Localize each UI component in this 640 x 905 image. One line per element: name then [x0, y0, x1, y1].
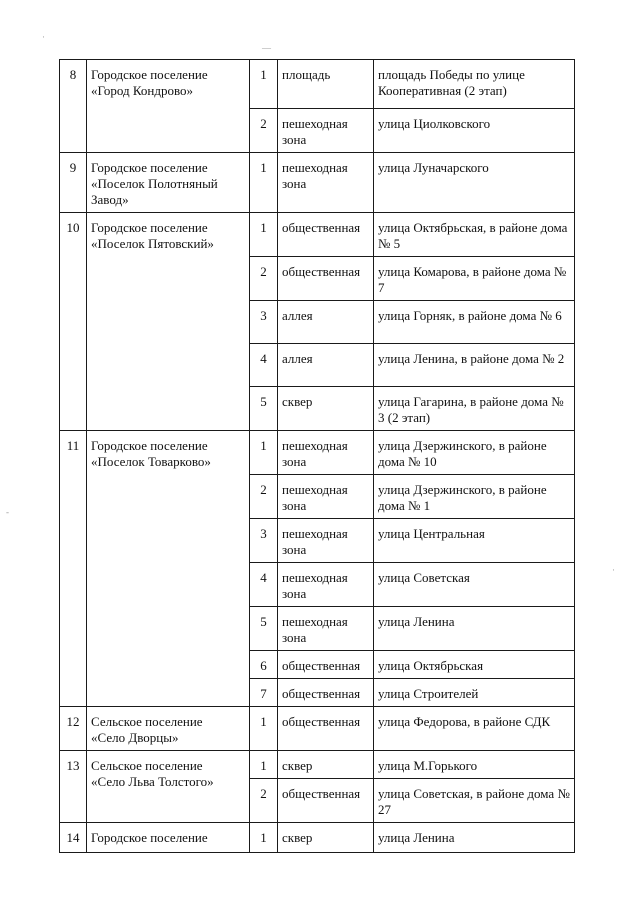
object-index: 4 [250, 344, 278, 387]
settlement-name [87, 823, 250, 853]
object-type: площадь [278, 60, 374, 109]
object-address: улица Советская, в районе дома № 27 [374, 779, 575, 823]
object-index: 1 [250, 213, 278, 257]
settlement-name-line: Завод» [91, 192, 129, 207]
settlement-name-line: «Село Льва Толстого» [91, 774, 214, 789]
settlement-number: 9 [60, 153, 87, 213]
object-index: 7 [250, 679, 278, 707]
object-address: улица Циолковского [374, 109, 575, 153]
object-address: улица Центральная [374, 519, 575, 563]
object-address: улица Комарова, в районе дома № 7 [374, 257, 575, 301]
object-index: 3 [250, 519, 278, 563]
object-index: 2 [250, 779, 278, 823]
settlement-name [87, 153, 250, 213]
settlement-name-line: «Поселок Полотняный [91, 176, 218, 191]
settlement-name [87, 707, 250, 751]
object-address: улица Строителей [374, 679, 575, 707]
object-address: улица Луначарского [374, 153, 575, 213]
table-row [60, 707, 575, 751]
settlement-name-line: Городское поселение [91, 67, 208, 82]
settlement-name [87, 431, 250, 707]
settlement-name-line: Городское поселение [91, 220, 208, 235]
object-type: аллея [278, 301, 374, 344]
settlement-number: 11 [60, 431, 87, 707]
object-index: 6 [250, 651, 278, 679]
object-type: сквер [278, 823, 374, 853]
object-type: пешеходная зона [278, 607, 374, 651]
object-address: улица Горняк, в районе дома № 6 [374, 301, 575, 344]
object-type: общественная [278, 257, 374, 301]
settlement-name-line: Городское поселение [91, 160, 208, 175]
settlement-name-line: «Село Дворцы» [91, 730, 179, 745]
object-type: пешеходная зона [278, 431, 374, 475]
settlement-number: 8 [60, 60, 87, 153]
object-address: улица Дзержинского, в районе дома № 1 [374, 475, 575, 519]
settlement-name [87, 751, 250, 823]
table-row [60, 751, 575, 779]
object-index: 5 [250, 607, 278, 651]
object-address: улица Гагарина, в районе дома № 3 (2 этап) [374, 387, 575, 431]
object-address: улица Дзержинского, в районе дома № 10 [374, 431, 575, 475]
object-address: улица Октябрьская [374, 651, 575, 679]
table-row [60, 431, 575, 475]
scan-speck: - [6, 507, 9, 517]
settlement-name-line: «Поселок Товарково» [91, 454, 211, 469]
object-type: пешеходная зона [278, 109, 374, 153]
object-index: 1 [250, 431, 278, 475]
settlement-number: 13 [60, 751, 87, 823]
object-index: 4 [250, 563, 278, 607]
object-type: общественная [278, 779, 374, 823]
object-address: площадь Победы по улице Кооперативная (2 этап) [374, 60, 575, 109]
scan-speck: · [612, 565, 615, 575]
object-index: 3 [250, 301, 278, 344]
object-type: общественная [278, 707, 374, 751]
object-type: пешеходная зона [278, 475, 374, 519]
object-type: сквер [278, 751, 374, 779]
object-type: общественная [278, 213, 374, 257]
object-type: общественная [278, 651, 374, 679]
object-type: сквер [278, 387, 374, 431]
settlement-name-line: Городское поселение [91, 438, 208, 453]
settlement-name-line: «Город Кондрово» [91, 83, 194, 98]
object-index: 1 [250, 707, 278, 751]
table-row [60, 60, 575, 109]
settlement-name [87, 213, 250, 431]
object-address: улица Федорова, в районе СДК [374, 707, 575, 751]
scan-speck: — [262, 43, 271, 53]
settlement-number: 14 [60, 823, 87, 853]
object-address: улица Ленина [374, 823, 575, 853]
table-row [60, 823, 575, 853]
settlement-name-line: Сельское поселение [91, 714, 203, 729]
object-address: улица М.Горького [374, 751, 575, 779]
settlements-table [59, 59, 575, 853]
object-type: общественная [278, 679, 374, 707]
table-body [60, 60, 575, 853]
settlement-name-line: «Поселок Пятовский» [91, 236, 214, 251]
settlement-number: 10 [60, 213, 87, 431]
object-index: 2 [250, 257, 278, 301]
object-index: 2 [250, 109, 278, 153]
object-type: пешеходная зона [278, 563, 374, 607]
object-address: улица Ленина, в районе дома № 2 [374, 344, 575, 387]
object-address: улица Ленина [374, 607, 575, 651]
settlement-number: 12 [60, 707, 87, 751]
settlement-name-line: Сельское поселение [91, 758, 203, 773]
object-address: улица Октябрьская, в районе дома № 5 [374, 213, 575, 257]
settlement-name-line: Городское поселение [91, 830, 208, 845]
settlement-name [87, 60, 250, 153]
table-row [60, 153, 575, 213]
object-index: 1 [250, 751, 278, 779]
object-type: пешеходная зона [278, 153, 374, 213]
object-type: аллея [278, 344, 374, 387]
object-index: 1 [250, 823, 278, 853]
object-type: пешеходная зона [278, 519, 374, 563]
object-index: 1 [250, 60, 278, 109]
object-address: улица Советская [374, 563, 575, 607]
object-index: 2 [250, 475, 278, 519]
object-index: 5 [250, 387, 278, 431]
scan-speck: · [42, 32, 45, 42]
object-index: 1 [250, 153, 278, 213]
table-row [60, 213, 575, 257]
